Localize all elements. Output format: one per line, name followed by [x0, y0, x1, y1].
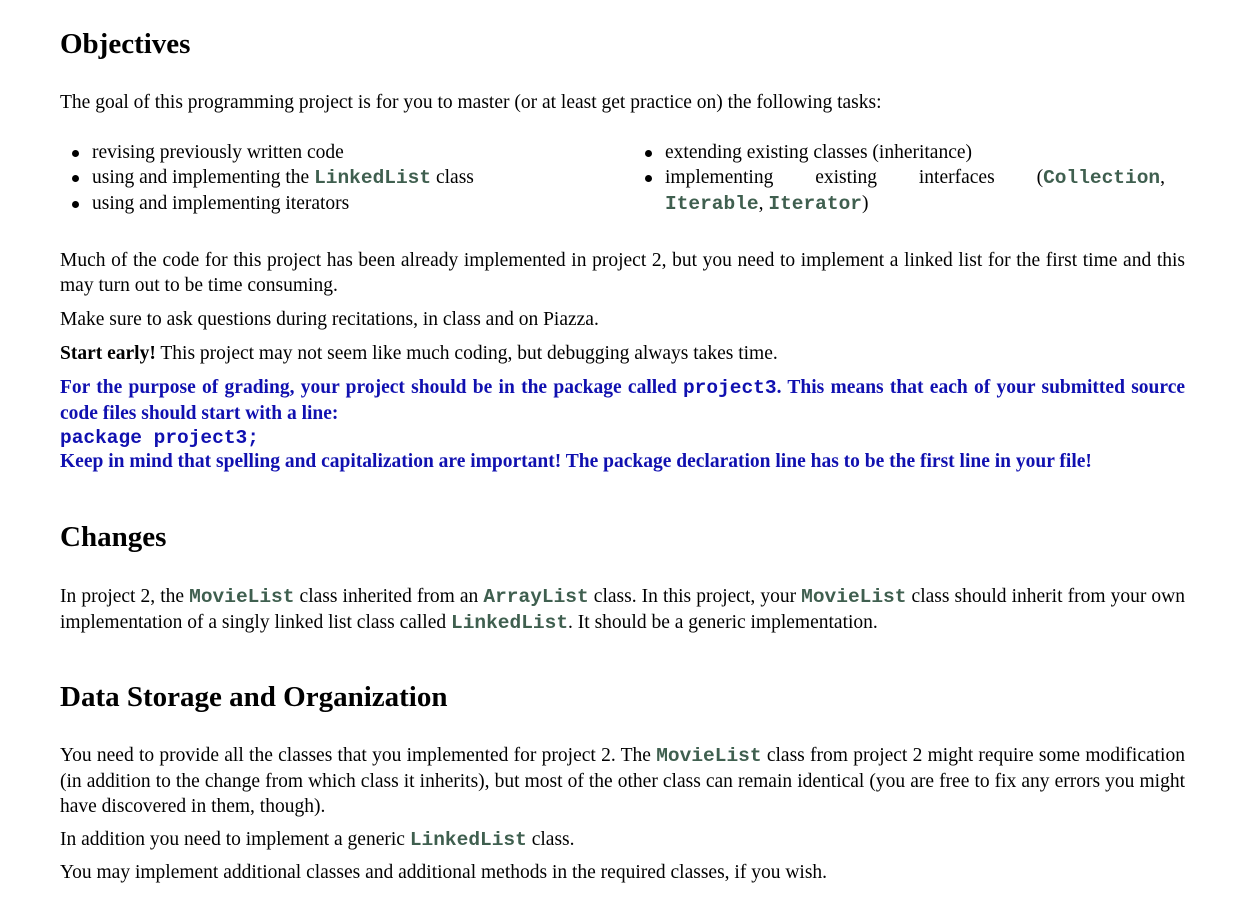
code-iterator: Iterator: [768, 193, 862, 215]
package-instructions-text: For the purpose of grading, your project should be in the package called: [60, 377, 683, 398]
changes-text: class should inherit from your own implementation of a singly linked list class called: [60, 586, 1185, 633]
package-warning: Keep in mind that spelling and capitalization are important! The package declaration line has to be the first line in your file!: [60, 451, 1092, 472]
objectives-intro: The goal of this programming project is for you to master (or at least get practice on) the following tasks:: [60, 92, 882, 113]
start-early-text: This project may not seem like much coding, but debugging always takes time.: [155, 343, 778, 364]
storage-para-classes: [60, 743, 1185, 819]
list-item: [40, 140, 613, 165]
start-early-bold: Start early!: [60, 343, 156, 364]
code-collection: Collection: [1043, 167, 1161, 189]
list-item-text: using and implementing iterators: [92, 193, 350, 214]
task-list-left: [40, 140, 613, 217]
objectives-para-start-early: [60, 341, 1185, 366]
list-item-word: interfaces: [918, 167, 995, 188]
list-item-line: [665, 165, 1165, 191]
list-item-word: implementing: [665, 167, 774, 188]
code-package-line: package project3;: [60, 427, 259, 449]
list-item: [613, 140, 1165, 165]
list-item: [40, 165, 613, 191]
objectives-para-questions: Make sure to ask questions during recitations, in class and on Piazza.: [60, 309, 599, 330]
storage-text: class from project 2 might require some modification (in addition to the change from which class it inherits), but most of the other class can remain identical (you are free to fix any errors you might have discovered in them, though).: [60, 745, 1185, 817]
changes-heading: Changes: [60, 521, 167, 553]
package-instructions: [60, 375, 1185, 426]
list-item: [40, 191, 613, 216]
list-item: [613, 165, 1165, 217]
list-item-text: extending existing classes (inheritance): [665, 142, 973, 163]
changes-text: . It should be a generic implementation.: [568, 612, 878, 633]
close-paren: ): [862, 193, 869, 214]
storage-heading: Data Storage and Organization: [60, 681, 448, 713]
list-item-word: [1037, 165, 1165, 191]
list-item-line: [665, 191, 1165, 217]
code-arraylist: ArrayList: [483, 586, 589, 608]
storage-text: In addition you need to implement a generic: [60, 829, 410, 850]
changes-para: [60, 584, 1185, 636]
code-movielist: MovieList: [656, 745, 762, 767]
storage-text: class.: [526, 829, 575, 850]
list-item-text: revising previously written code: [92, 142, 344, 163]
code-iterable: Iterable: [665, 193, 759, 215]
code-project3: project3: [682, 377, 777, 399]
objectives-task-list: [40, 140, 1185, 217]
objectives-para-code-reuse: Much of the code for this project has been already implemented in project 2, but you need to implement a linked list for the first time and this may turn out to be time consuming.: [60, 250, 1185, 296]
open-paren: (: [1036, 167, 1044, 188]
task-list-right: [613, 140, 1165, 217]
changes-text: class inherited from an: [294, 586, 484, 607]
comma: ,: [758, 193, 769, 214]
storage-text: You need to provide all the classes that you implemented for project 2. The: [60, 745, 657, 766]
objectives-heading: Objectives: [60, 28, 191, 60]
package-instructions-text: . This means that each of your submitted source code files should start with a line:: [60, 377, 1185, 424]
list-item-text: using and implementing the: [92, 167, 315, 188]
list-item-word: existing: [815, 167, 877, 188]
changes-text: In project 2, the: [60, 586, 190, 607]
storage-para-additional: You may implement additional classes and additional methods in the required classes, if you wish.: [60, 862, 828, 883]
package-declaration: [60, 425, 1185, 451]
code-movielist: MovieList: [189, 586, 295, 608]
comma: ,: [1160, 167, 1165, 188]
list-item-text: class: [431, 167, 474, 188]
code-linkedlist: LinkedList: [451, 612, 569, 634]
code-linkedlist: LinkedList: [314, 167, 432, 189]
storage-para-linkedlist: [60, 827, 1185, 853]
changes-text: class. In this project, your: [588, 586, 802, 607]
code-movielist: MovieList: [801, 586, 907, 608]
code-linkedlist: LinkedList: [409, 829, 527, 851]
